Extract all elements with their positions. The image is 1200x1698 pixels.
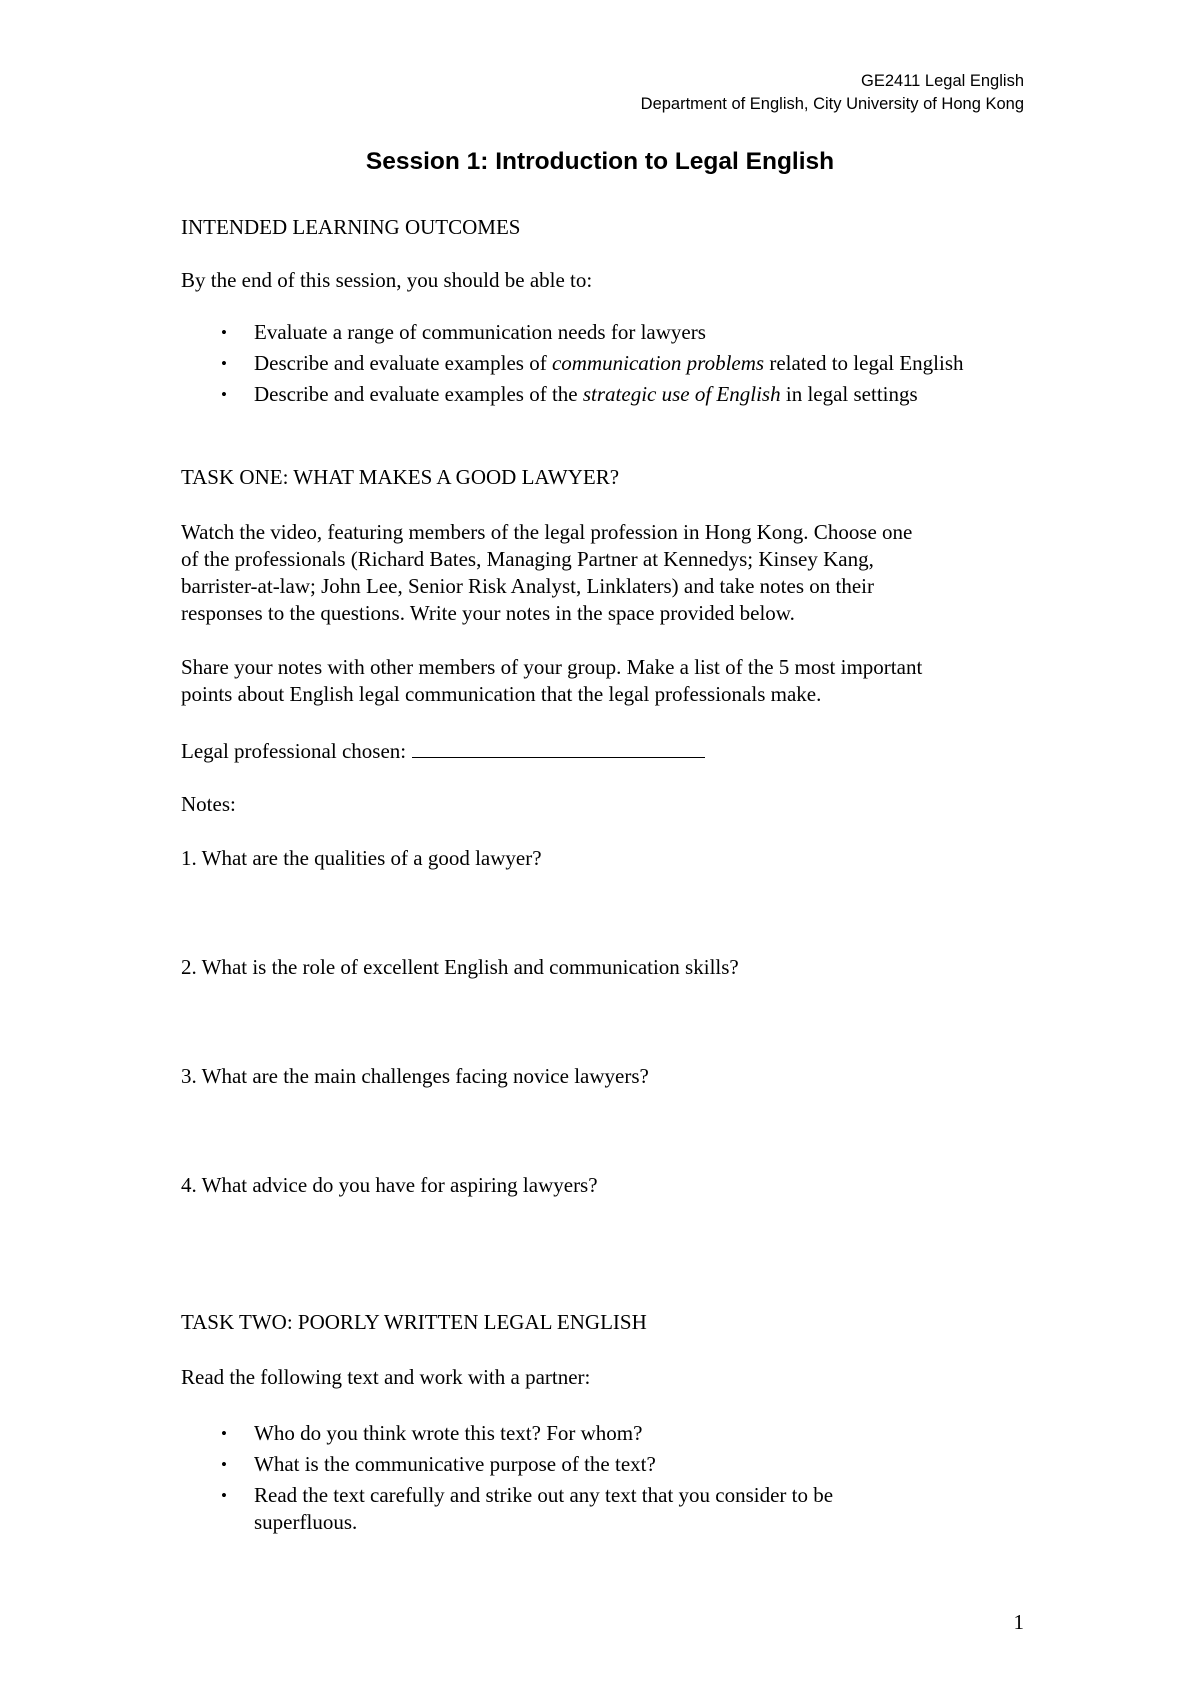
professional-chosen-label: Legal professional chosen: <box>181 739 407 763</box>
task-two-heading: TASK TWO: POORLY WRITTEN LEGAL ENGLISH <box>181 1310 647 1334</box>
task-one-heading: TASK ONE: WHAT MAKES A GOOD LAWYER? <box>181 465 620 489</box>
outcomes-heading: INTENDED LEARNING OUTCOMES <box>181 215 521 239</box>
task-one-paragraph-line: Watch the video, featuring members of the legal profession in Hong Kong. Choose one <box>181 520 913 544</box>
outcome-item-2-emphasis: communication problems <box>551 351 765 375</box>
task-one-paragraph-line: of the professionals (Richard Bates, Managing Partner at Kennedys; Kinsey Kang, <box>181 547 874 571</box>
outcome-item-3-emphasis: strategic use of English <box>582 382 781 406</box>
professional-chosen-row <box>181 739 705 762</box>
question-4: 4. What advice do you have for aspiring lawyers? <box>181 1173 598 1197</box>
question-1: 1. What are the qualities of a good lawyer? <box>181 846 542 870</box>
task-two-item-3-line-1: Read the text carefully and strike out any text that you consider to be <box>254 1483 834 1507</box>
bullet-icon: • <box>221 1455 227 1474</box>
session-title: Session 1: Introduction to Legal English <box>365 148 835 175</box>
course-code-header: GE2411 Legal English <box>861 72 1024 90</box>
bullet-icon: • <box>221 354 227 373</box>
task-one-paragraph-line: points about English legal communication that the legal professionals make. <box>181 682 822 706</box>
task-one-paragraph-line: barrister-at-law; John Lee, Senior Risk Analyst, Linklaters) and take notes on their <box>181 574 874 598</box>
outcome-item-3 <box>254 384 918 405</box>
department-header: Department of English, City University of Hong Kong <box>640 95 1024 113</box>
outcome-item-2 <box>254 353 964 374</box>
outcome-item-2-text-after: related to legal English <box>764 351 964 375</box>
bullet-icon: • <box>221 1486 227 1505</box>
task-two-intro: Read the following text and work with a partner: <box>181 1365 591 1389</box>
task-two-item-1: Who do you think wrote this text? For whom? <box>254 1421 643 1445</box>
outcome-item-3-text-after: in legal settings <box>780 382 918 406</box>
outcome-item-3-text-before: Describe and evaluate examples of the <box>254 382 583 406</box>
outcome-item-2-text-before: Describe and evaluate examples of <box>254 351 552 375</box>
task-two-item-2: What is the communicative purpose of the text? <box>254 1452 656 1476</box>
notes-label: Notes: <box>181 792 236 816</box>
professional-chosen-blank[interactable] <box>412 739 705 758</box>
question-2: 2. What is the role of excellent English and communication skills? <box>181 955 739 979</box>
bullet-icon: • <box>221 1424 227 1443</box>
outcomes-intro: By the end of this session, you should be able to: <box>181 268 593 292</box>
question-3: 3. What are the main challenges facing novice lawyers? <box>181 1064 649 1088</box>
bullet-icon: • <box>221 323 227 342</box>
bullet-icon: • <box>221 385 227 404</box>
task-one-paragraph-line: responses to the questions. Write your notes in the space provided below. <box>181 601 795 625</box>
task-one-paragraph-line: Share your notes with other members of your group. Make a list of the 5 most important <box>181 655 923 679</box>
page-number: 1 <box>1013 1610 1024 1634</box>
task-two-item-3-line-2: superfluous. <box>254 1510 358 1534</box>
outcome-item-1: Evaluate a range of communication needs for lawyers <box>254 320 706 344</box>
